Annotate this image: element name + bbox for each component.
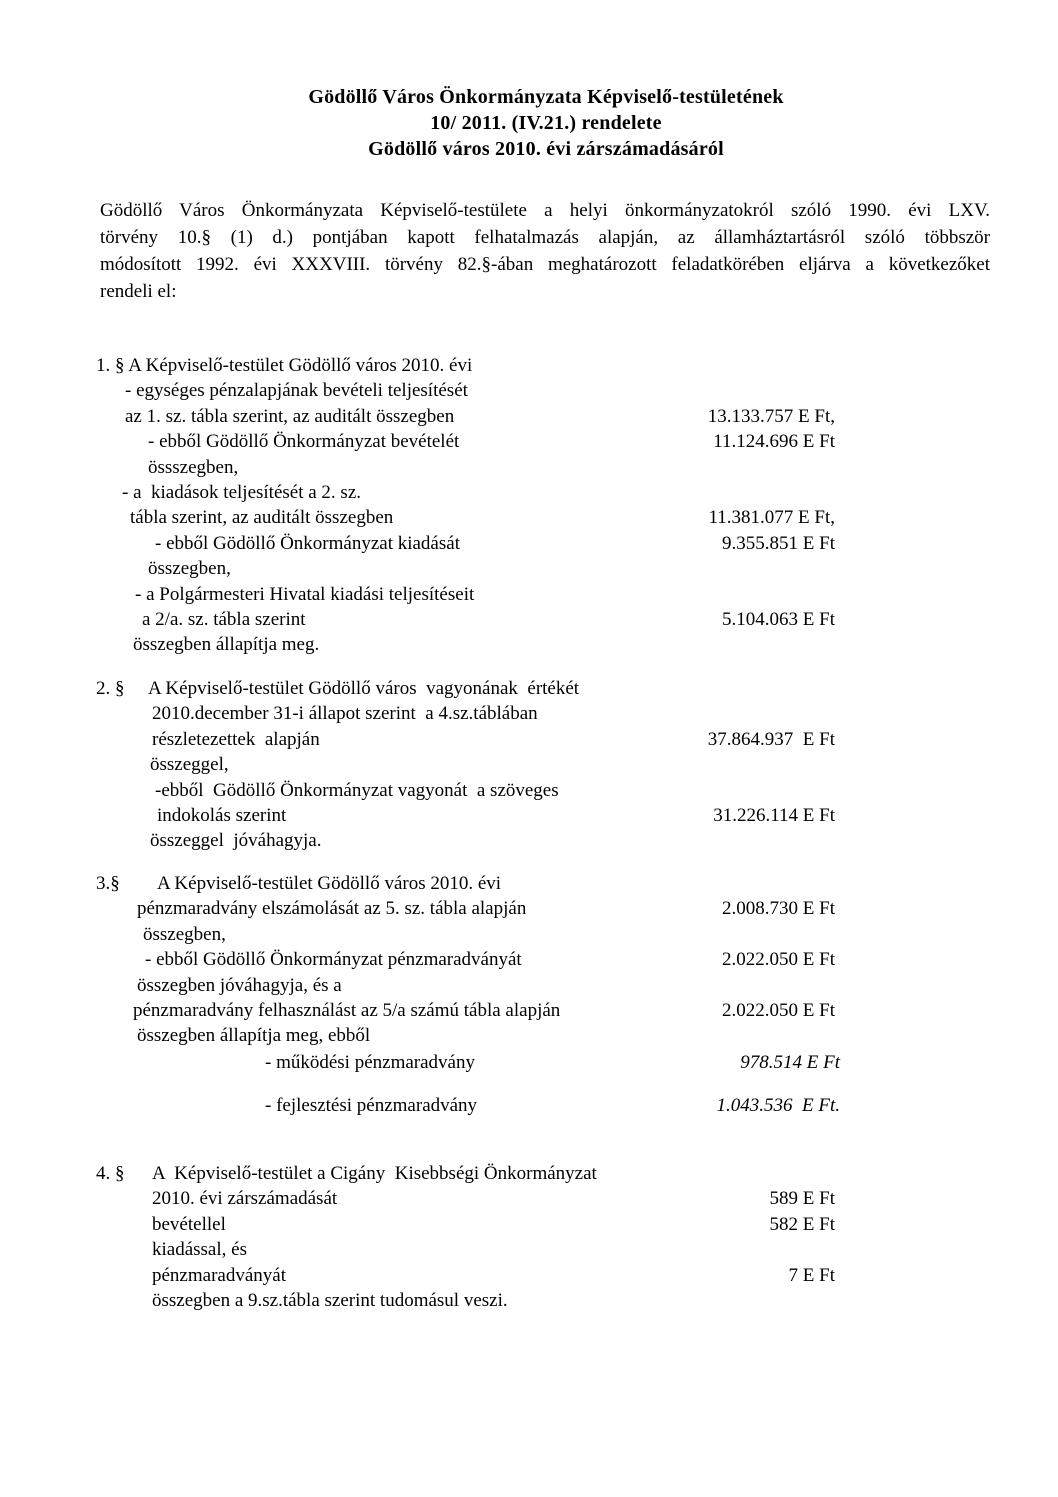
amount-value: 11.381.077 E Ft, [708,507,835,529]
clause-line [96,531,1058,556]
clause-text: összeggel, [150,754,229,776]
clause-line [96,455,1058,480]
section-number: 2. § [96,678,125,699]
clause-text: - működési pénzmaradvány [265,1052,475,1073]
clause-line [96,701,1058,726]
clause-text: a 2/a. sz. tábla szerint [142,609,306,631]
clause-text: tábla szerint, az auditált összegben [130,507,394,529]
amount-value: 978.514 E Ft [740,1052,840,1073]
clause-line [96,1212,1058,1237]
document-title [100,84,992,162]
clause-line [96,803,1058,828]
clause-text: pénzmaradvány felhasználást az 5/a számú tábla alapján [133,1000,561,1022]
title-line-2: 10/ 2011. (IV.21.) rendelete [430,112,662,134]
clause-line [96,727,1058,752]
section-1-heading [96,353,1058,378]
clause-text: A Képviselő-testület Gödöllő város vagyonának értékét [148,678,580,699]
clause-line [96,1186,1058,1211]
clause-text: A Képviselő-testület a Cigány Kisebbségi Önkormányzat [152,1163,597,1184]
clause-line [96,556,1058,581]
clause-line [96,480,1058,505]
clause-text: összegben, [143,923,226,945]
section-number: 4. § [96,1163,125,1184]
section-number: 3.§ [96,873,120,894]
clause-line [96,632,1058,657]
clause-line [96,607,1058,632]
intro-line: módosított 1992. évi XXXVIII. törvény 82.§-ában meghatározott feladatkörében eljárva a következőket [100,254,990,275]
intro-line: Gödöllő Város Önkormányzata Képviselő-testülete a helyi önkormányzatokról szóló 1990. évi LXV. [100,200,990,221]
clause-line [96,1023,1058,1048]
intro-line: törvény 10.§ (1) d.) pontjában kapott felhatalmazás alapján, az államháztartásról szóló többször [100,227,990,248]
title-line-3: Gödöllő város 2010. évi zárszámadásáról [368,138,724,160]
clause-line [96,998,1058,1023]
title-line-1: Gödöllő Város Önkormányzata Képviselő-testületének [308,86,784,108]
clause-line [96,404,1058,429]
clause-text: bevétellel [152,1213,226,1235]
clause-line [96,505,1058,530]
clause-line [96,778,1058,803]
detail-line [96,1050,1058,1075]
section-2 [96,676,1058,854]
clause-text: indokolás szerint [157,805,287,827]
intro-paragraph [100,197,990,305]
clause-line [96,429,1058,454]
amount-value: 589 E Ft [769,1188,835,1210]
clause-line [96,1288,1058,1313]
amount-value: 13.133.757 E Ft, [707,405,835,427]
clause-text: össszegben, [148,456,239,478]
section-4-heading [96,1161,1058,1186]
clause-line [96,922,1058,947]
clause-line [96,1263,1058,1288]
clause-text: A Képviselő-testület Gödöllő város 2010. évi [157,873,502,894]
amount-value: 11.124.696 E Ft [713,431,835,453]
clause-line [96,752,1058,777]
clause-text: - ebből Gödöllő Önkormányzat pénzmaradványát [145,949,522,971]
clause-text: kiadással, és [152,1239,247,1261]
amount-value: 31.226.114 E Ft [713,805,835,827]
clause-text: összegben állapítja meg, ebből [137,1025,371,1047]
clause-line [96,896,1058,921]
section-3 [96,871,1058,1049]
clause-text: részletezettek alapján [152,728,320,750]
clause-line [96,582,1058,607]
clause-text: összegben a 9.sz.tábla szerint tudomásul veszi. [152,1290,508,1312]
clause-line [96,1237,1058,1262]
detail-line [96,1093,1058,1118]
amount-value: 1.043.536 E Ft. [716,1095,840,1117]
clause-text: összegben állapítja meg. [133,634,320,656]
amount-value: 9.355.851 E Ft [722,532,835,554]
amount-value: 582 E Ft [769,1213,835,1235]
clause-line [96,973,1058,998]
amount-value: 2.022.050 E Ft [722,949,835,971]
section-1 [96,353,1058,658]
section-4 [96,1161,1058,1313]
amount-value: 7 E Ft [788,1264,835,1286]
clause-text: - egységes pénzalapjának bevételi teljesítését [125,380,468,402]
amount-value: 37.864.937 E Ft [707,728,835,750]
clause-text: 2010. évi zárszámadását [152,1188,338,1210]
amount-value: 2.008.730 E Ft [722,898,835,920]
clause-text: - fejlesztési pénzmaradvány [265,1095,478,1117]
clause-text: összegben, [148,558,231,580]
clause-line [96,378,1058,403]
clause-text: pénzmaradvány elszámolását az 5. sz. tábla alapján [137,898,527,920]
clause-text: 1. § A Képviselő-testület Gödöllő város 2010. évi [96,355,473,376]
clause-text: összeggel jóváhagyja. [150,830,322,852]
clause-line [96,947,1058,972]
clause-text: - a kiadások teljesítését a 2. sz. [122,482,362,504]
section-3-detail [96,1050,1058,1137]
clause-text: pénzmaradványát [152,1264,286,1286]
clause-text: 2010.december 31-i állapot szerint a 4.sz.táblában [152,703,538,725]
amount-value: 5.104.063 E Ft [722,609,835,631]
clause-text: összegben jóváhagyja, és a [137,974,342,996]
section-3-heading [96,871,1058,896]
clause-text: - a Polgármesteri Hivatal kiadási teljesítéseit [135,583,475,605]
clause-text: - ebből Gödöllő Önkormányzat bevételét [148,431,460,453]
clause-text: - ebből Gödöllő Önkormányzat kiadását [155,532,460,554]
clause-text: -ebből Gödöllő Önkormányzat vagyonát a szöveges [155,779,559,801]
clause-text: az 1. sz. tábla szerint, az auditált összegben [125,405,455,427]
clause-line [96,828,1058,853]
section-2-heading [96,676,1058,701]
amount-value: 2.022.050 E Ft [722,1000,835,1022]
intro-line: rendeli el: [100,281,177,302]
